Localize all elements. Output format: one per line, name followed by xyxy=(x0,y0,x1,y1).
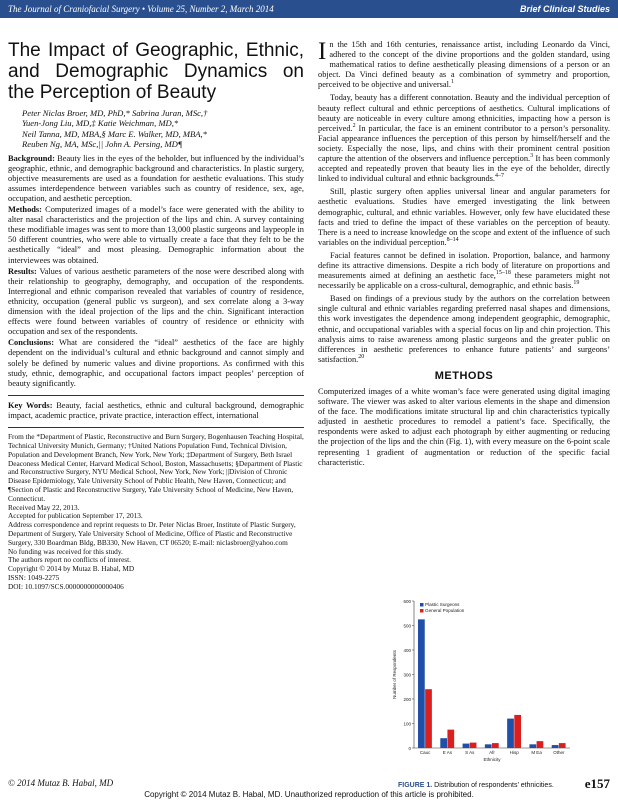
author-line: Reuben Ng, MA, MSc,|| John A. Persing, MD¶ xyxy=(22,139,183,150)
paragraph-text: It has been commonly accepted and repeatedly proven that beauty lies in the eye of the beholder, directly linked to individual cultural and ethnic backgrounds. xyxy=(318,154,610,184)
right-column xyxy=(318,40,610,471)
abstract-results-label: Results: xyxy=(8,266,37,276)
bar xyxy=(514,715,521,748)
abstract-results xyxy=(8,267,304,338)
reference: 15–18 xyxy=(495,270,511,277)
reference: 4–7 xyxy=(495,173,504,180)
bar xyxy=(463,744,470,748)
bar xyxy=(552,745,559,748)
reference: 1 xyxy=(451,79,455,86)
paragraph-text: n the 15th and 16th centuries, renaissance artist, including Leonardo da Vinci, adhered to the concept of the divine proportions and the golden standard, using mathematical ratios to define aesthetically pleasing dimensions of a person or an object. Da Vinci defined beauty as a combination of symmetry and proportion, perceived to be objective and universal. xyxy=(318,40,610,90)
abstract-background-text: Beauty lies in the eyes of the beholder, but influenced by the individual’s geographic, ethnic, and demographic background and characteristics. In plastic surgery, objective measurements are used as a foundation for aesthetic evaluations. This study assumes interdependence between variables such as country of residence, sex, age, occupation, and aesthetic perception. xyxy=(8,153,305,203)
funding-note: No funding was received for this study. xyxy=(8,546,123,556)
paragraph-text: In particular, the face is an eminent contributor to a person’s personality. Facial appearance influences the perception of this person by himself/herself and the society. Especially the nose, lips, and chins with their prominent central position capture the attention of the observers and influence perception. xyxy=(318,123,610,164)
abstract xyxy=(8,154,304,389)
reference: 20 xyxy=(358,354,365,361)
keywords xyxy=(8,401,304,421)
paragraph-text: Based on findings of a previous study by the authors on the correlation between single cultural and ethnic variables regarding preferred nasal shapes and dimensions, this work investigates the dependence among independent geographic, demographic, ethnic, and occupational variables with a special focus on lip and chin projection. This analysis aims to raise awareness among plastic surgeons and the greater public on differences in aesthetic preferences to enhance future patients’ and surgeons’ satisfaction. xyxy=(318,294,610,364)
abstract-conclusions-text: What are considered the “ideal” aesthetics of the face are highly dependent on the individual’s cultural and ethnic background and cannot simply and solely be defined by numeric values and divine proportions. As confirmed with this study, ethnic, demographic, and occupational factors impact peoples’ perception of beauty significantly. xyxy=(8,338,304,388)
x-tick-label: Cauc xyxy=(419,750,431,755)
author-line: Peter Niclas Broer, MD, PhD,* Sabrina Juran, MSc,† xyxy=(22,108,208,118)
x-tick-label: Other xyxy=(553,750,565,755)
y-tick-label: 400 xyxy=(403,647,411,653)
affiliation-text: From the *Department of Plastic, Reconstructive and Burn Surgery, Bogenhausen Teaching Hospital, Technical University Munich, Germany; †United Nations Population Fund, Technical Division, Population and Development Branch, New York, New York; ‡Department of Surgery, Beth Israel Deaconess Medical Center, Harvard Medical School, Boston, Massachusetts; §Department of Plastic and Reconstructive Surgery, NYU Medical School, New York, New York; ||Division of Chronic Disease Epidemiology, Yale University School of Public Health, New Haven, Connecticut; and ¶Section of Plastic and Reconstructive Surgery, Yale University School of Medicine, New Haven, Connecticut. xyxy=(8,432,304,503)
issn: ISSN: 1049-2275 xyxy=(8,572,60,582)
reference: 19 xyxy=(573,280,580,287)
x-tick-label: Hisp xyxy=(509,750,519,755)
reference: 3 xyxy=(530,153,534,160)
page-number: e157 xyxy=(584,776,610,791)
reference: 2 xyxy=(352,122,356,129)
received-date: Received May 22, 2013. xyxy=(8,502,80,512)
bar xyxy=(425,689,432,748)
copyright-note: Copyright © 2014 by Mutaz B. Habal, MD xyxy=(8,564,135,574)
conflicts-note: The authors report no conflicts of interest. xyxy=(8,555,131,565)
abstract-background xyxy=(8,154,304,204)
bar xyxy=(418,619,425,748)
author-list xyxy=(22,108,304,150)
abstract-conclusions xyxy=(8,338,304,388)
legend-label: General Population xyxy=(425,608,465,614)
accepted-date: Accepted for publication September 17, 2013. xyxy=(8,511,143,521)
abstract-background-label: Background: xyxy=(8,153,55,163)
paragraph-text: Still, plastic surgery often applies universal linear and angular parameters for aesthetic evaluations. Studies have emerged investigating the link between demographic, cultural, and ethnic variables. However, only few have elucidated these facts and tried to define the impact of these variables on the perception of beauty. There is a need to increase knowledge on the scope and extent of the influence of such variables on the individual perception. xyxy=(318,187,610,247)
bar xyxy=(492,743,499,748)
figure-caption-label: FIGURE 1. xyxy=(398,782,433,789)
abstract-results-text: Values of various aesthetic parameters of the nose were described along with their relationship to geography, demography, and occupation of the respondents. Interregional and ethnic comparison revealed that variables of country of residence, ethnicity, occupation (general public vs surgeon), and sex correlate along a 3-way dimension with the ideal projection of the lips and the chin. Significant interaction effects were found between variables of country of residence or ethnicity with occupation and sex of the respondents. xyxy=(8,266,304,337)
x-tick-label: Afr xyxy=(489,750,495,755)
legend-label: Plastic Surgeons xyxy=(425,602,460,608)
drop-cap: I xyxy=(318,38,327,65)
x-tick-label: S As xyxy=(465,750,475,755)
bar xyxy=(559,743,566,748)
y-tick-label: 0 xyxy=(408,745,411,751)
bar xyxy=(470,743,477,748)
paragraph-text: Facial features cannot be defined in isolation. Proportion, balance, and harmony define its attractive dimensions. Despite a rich body of literature on proportions and measurements aimed at defining an aesthetic face, xyxy=(318,250,610,281)
left-column xyxy=(8,40,304,592)
abstract-conclusions-label: Conclusions: xyxy=(8,338,55,348)
journal-citation: The Journal of Craniofacial Surgery • Volume 25, Number 2, March 2014 xyxy=(8,4,274,14)
methods-paragraph: Computerized images of a white woman’s face were generated using digital imaging software. The viewer was asked to alter various elements in the shape and dimension of the face. The modifications imitate structural lip and chin characteristics typically adjusted in aesthetic procedures to remodel a patient’s face. Specifically, the respondents were asked to adjust each photograph by either augmenting or reducing the projection of the lips and the chin (Fig. 1), with every measure on the 6-point scale representing 1 gradient of augmentation or reduction of the specific facial characteristic. xyxy=(318,387,610,467)
y-tick-label: 300 xyxy=(403,672,411,678)
x-tick-label: E As xyxy=(442,750,453,755)
author-line: Yuen-Jong Liu, MD,‡ Katie Weichman, MD,* xyxy=(22,118,179,129)
abstract-methods xyxy=(8,205,304,266)
divider xyxy=(8,395,304,396)
bar xyxy=(529,744,536,748)
x-tick-label: M Ea xyxy=(531,750,542,755)
legend-swatch xyxy=(420,603,424,607)
reference: 8–14 xyxy=(446,236,459,243)
correspondence: Address correspondence and reprint requests to Dr. Peter Niclas Broer, Institute of Plastic Surgery, Department of Surgery, Yale University School of Medicine, Office of Plastic and Reconstructive Surgery, 330 Boardman Bldg, BB330, New Haven, CT 06520; E-mail: niclasbroer@yahoo.com xyxy=(8,520,296,547)
bar xyxy=(440,738,447,748)
divider xyxy=(8,427,304,428)
article-title: The Impact of Geographic, Ethnic, and Demographic Dynamics on the Perception of Beauty xyxy=(8,40,304,103)
x-axis-label: Ethnicity xyxy=(483,757,501,762)
paragraph xyxy=(318,187,610,248)
y-axis-label: Number of Respondents xyxy=(392,650,397,699)
intro-paragraph xyxy=(318,40,610,90)
journal-header xyxy=(0,0,618,18)
figure-caption-text: Distribution of respondents’ ethnicities. xyxy=(432,782,554,789)
abstract-methods-text: Computerized images of a model’s face were generated with the ability to alter nasal characteristics and the projection of the lips and chin. A survey containing these modifiable images was sent to more than 13,000 plastic surgeons and laypeople in 50 different countries, who were able to virtually create a face that they felt to be the aesthetically “ideal” and most pleasing. Demographic information about the interviewees was obtained. xyxy=(8,205,304,265)
paragraph xyxy=(318,294,610,365)
paragraph xyxy=(318,93,610,184)
y-tick-label: 600 xyxy=(403,598,411,604)
keywords-label: Key Words: xyxy=(8,400,53,410)
section-label: Brief Clinical Studies xyxy=(519,4,610,14)
abstract-methods-label: Methods: xyxy=(8,205,42,215)
paragraph xyxy=(318,251,610,291)
bar xyxy=(485,744,492,748)
author-line: Neil Tanna, MD, MBA,§ Marc E. Walker, MD, MBA,* xyxy=(22,128,207,139)
doi: DOI: 10.1097/SCS.0000000000000406 xyxy=(8,581,124,591)
legend-swatch xyxy=(420,609,424,613)
bar xyxy=(447,730,454,748)
y-tick-label: 200 xyxy=(403,696,411,702)
paragraph-text: these parameters might not necessarily be applicable on a cross-cultural, demographic, and ethnic basis. xyxy=(318,271,610,291)
y-tick-label: 500 xyxy=(403,623,411,629)
copyright-banner: Copyright © 2014 Mutaz B. Habal, MD. Unauthorized reproduction of this article is prohibited. xyxy=(144,790,474,799)
footer-copyright: © 2014 Mutaz B. Habal, MD xyxy=(8,778,114,788)
figure-caption xyxy=(398,782,554,789)
methods-heading: METHODS xyxy=(434,369,494,382)
paragraph-text: Today, beauty has a different connotation. Beauty and the individual perception of beauty reflect cultural and ethnic perceptions of aesthetics. Cultural implications of beauty are noticeable in every culture among ethnicities, impacting how a person is perceived. xyxy=(318,93,610,133)
affiliations xyxy=(8,433,304,591)
y-tick-label: 100 xyxy=(403,721,411,727)
bar xyxy=(537,741,544,748)
ethnicity-bar-chart xyxy=(390,593,575,763)
bar xyxy=(507,719,514,748)
keywords-text: Beauty, facial aesthetics, ethnic and cultural background, demographic impact, academic practice, private practice, interaction effect, international xyxy=(8,400,305,420)
